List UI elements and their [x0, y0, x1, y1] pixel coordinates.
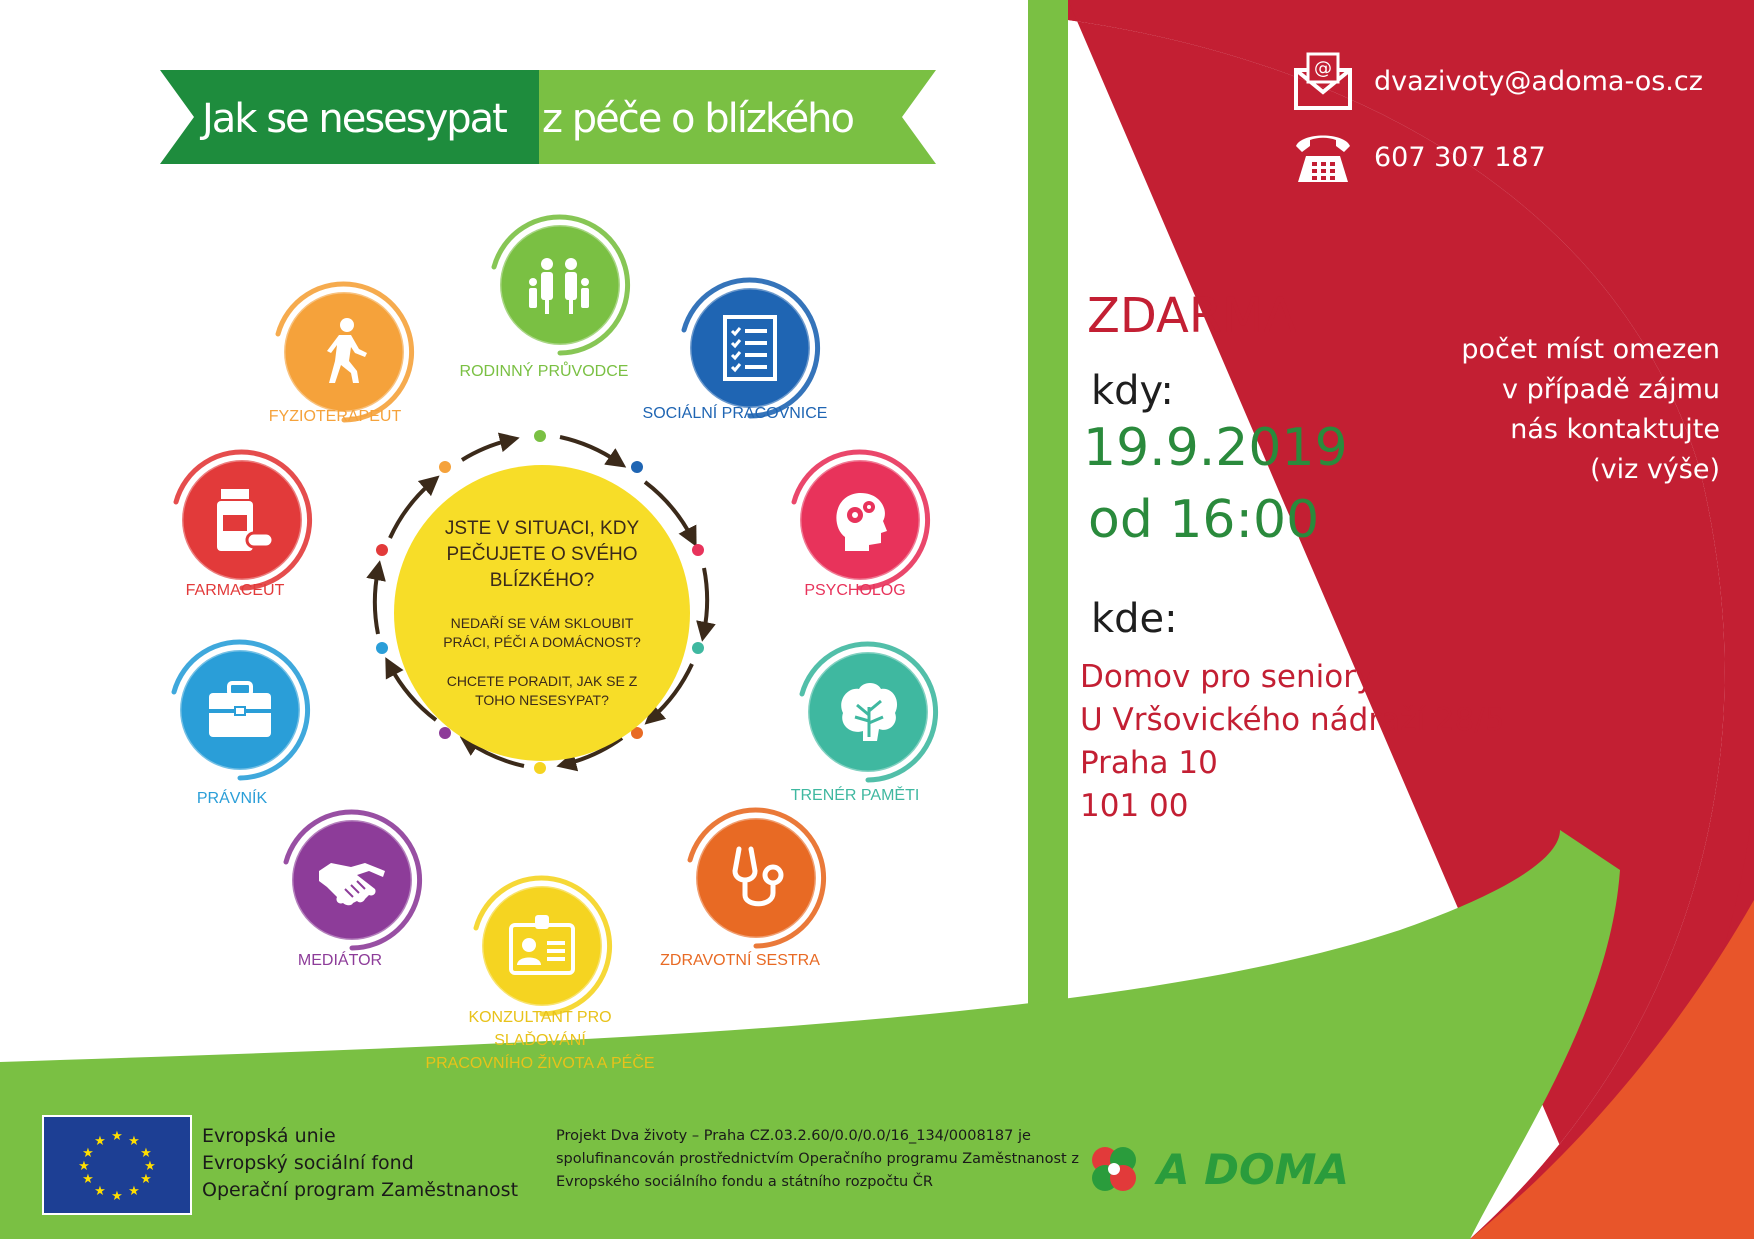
note-line: (viz výše)	[1590, 454, 1720, 485]
event-time: od 16:00	[1088, 490, 1320, 550]
service-node-sestra	[666, 788, 846, 968]
stethoscope-icon	[721, 843, 791, 913]
family-icon	[525, 250, 595, 320]
service-label-socialni: SOCIÁLNÍ PRACOVNICE	[642, 405, 828, 422]
svg-text:★: ★	[94, 1134, 106, 1149]
service-node-rodinny	[470, 195, 650, 375]
telephone-icon	[1292, 126, 1354, 188]
banner-title-part1: Jak se nesesypat	[202, 96, 506, 142]
service-label-line: SLAĎOVÁNÍ	[494, 1032, 586, 1049]
center-question: JSTE V SITUACI, KDY PEČUJETE O SVÉHO BLÍZKÉHO?	[444, 518, 640, 591]
eu-text	[202, 1123, 518, 1204]
head-gears-icon	[825, 485, 895, 555]
address-line: 101 00	[1080, 788, 1189, 824]
phone-text[interactable]: 607 307 187	[1374, 141, 1546, 173]
svg-text:★: ★	[111, 1129, 123, 1144]
service-label-mediator: MEDIÁTOR	[297, 952, 383, 969]
service-label-psycholog: PSYCHOLOG	[804, 582, 906, 599]
banner-title-part2: z péče o blízkého	[542, 96, 853, 142]
walking-person-icon	[309, 317, 379, 387]
project-text: Projekt Dva životy – Praha CZ.03.2.60/0.0/0.0/16_134/0008187 je spolufinancován prostřednictvím Operačního programu Zaměstnanost z Evropského sociálního fondu a státního rozpočtu ČR	[556, 1128, 1079, 1190]
address-line: Praha 10	[1080, 745, 1218, 781]
when-label: kdy:	[1091, 368, 1174, 414]
service-label-rodinny: RODINNÝ PRŮVODCE	[459, 363, 629, 380]
svg-text:★: ★	[128, 1184, 140, 1199]
svg-text:★: ★	[128, 1134, 140, 1149]
svg-text:★: ★	[111, 1189, 123, 1204]
svg-text:★: ★	[140, 1172, 152, 1187]
address-line: U Vršovického nádraží 28/5	[1080, 702, 1505, 738]
service-label-trener: TRENÉR PAMĚTI	[790, 787, 920, 804]
capacity-note	[1430, 330, 1720, 490]
checklist-icon	[715, 313, 785, 383]
eu-line: Operační program Zaměstnanost	[202, 1179, 519, 1201]
briefcase-icon	[205, 675, 275, 745]
note-line: nás kontaktujte	[1510, 414, 1720, 445]
email-text[interactable]: dvazivoty@adoma-os.cz	[1374, 65, 1703, 97]
service-label-fyzioterapeut: FYZIOTERAPEUT	[268, 408, 402, 425]
note-line: v případě zájmu	[1502, 374, 1720, 405]
service-label-pravnik: PRÁVNÍK	[196, 790, 268, 807]
adoma-logo	[1085, 1140, 1349, 1198]
svg-text:@: @	[1314, 58, 1332, 79]
handshake-icon	[317, 845, 387, 915]
email-row	[1292, 50, 1703, 112]
eu-line: Evropský sociální fond	[202, 1152, 414, 1174]
service-node-pravnik	[150, 620, 330, 800]
logo-text: A DOMA	[1157, 1144, 1349, 1194]
pill-bottle-icon	[207, 485, 277, 555]
brain-icon	[833, 677, 903, 747]
eu-line: Evropská unie	[202, 1125, 336, 1147]
free-label: ZDARMA	[1087, 288, 1297, 344]
event-address	[1080, 656, 1504, 828]
svg-text:★: ★	[144, 1159, 156, 1174]
where-label: kde:	[1091, 596, 1178, 642]
service-label-farmaceut: FARMACEUT	[185, 582, 285, 599]
address-line: Domov pro seniory	[1080, 659, 1375, 695]
eu-flag-logo	[42, 1115, 192, 1215]
service-label-konzultant	[425, 1006, 654, 1075]
email-icon	[1292, 50, 1354, 112]
service-node-trener	[778, 622, 958, 802]
clover-icon	[1085, 1140, 1143, 1198]
svg-text:★: ★	[140, 1146, 152, 1161]
service-label-line: PRACOVNÍHO ŽIVOTA A PÉČE	[425, 1055, 655, 1072]
phone-row	[1292, 126, 1546, 188]
svg-text:★: ★	[82, 1172, 94, 1187]
svg-text:★: ★	[94, 1184, 106, 1199]
event-date: 19.9.2019	[1083, 418, 1348, 478]
svg-text:★: ★	[78, 1159, 90, 1174]
center-question-3: CHCETE PORADIT, JAK SE Z TOHO NESESYPAT?	[446, 673, 638, 708]
center-question-2: NEDAŘÍ SE VÁM SKLOUBIT PRÁCI, PÉČI A DOMÁCNOST?	[443, 615, 641, 650]
note-line: počet míst omezen	[1461, 334, 1720, 365]
service-label-line: KONZULTANT PRO	[468, 1009, 612, 1026]
service-label-sestra: ZDRAVOTNÍ SESTRA	[660, 952, 820, 969]
center-text	[394, 465, 690, 761]
svg-text:★: ★	[82, 1146, 94, 1161]
id-card-icon	[507, 911, 577, 981]
service-node-mediator	[262, 790, 442, 970]
